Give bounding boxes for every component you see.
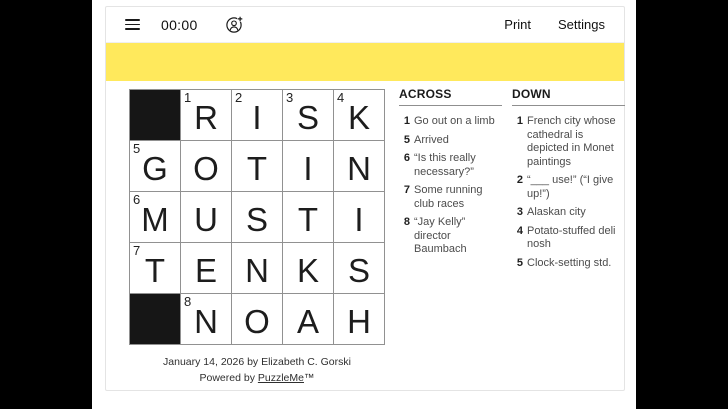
clue-text: Clock-setting std. xyxy=(527,256,612,269)
clue-number: 4 xyxy=(516,224,523,237)
menu-icon-bar xyxy=(125,28,140,30)
across-clue-item[interactable] xyxy=(399,115,502,129)
grid-cell[interactable] xyxy=(181,90,231,140)
grid-cell[interactable] xyxy=(181,243,231,293)
across-clue-item[interactable] xyxy=(399,134,502,148)
clue-text: “___ use!” (“I give up!”) xyxy=(527,174,614,200)
grid-cell[interactable] xyxy=(181,294,231,344)
across-clue-item[interactable] xyxy=(399,184,502,211)
cell-letter: S xyxy=(245,201,268,238)
puzzle-byline xyxy=(129,354,385,386)
grid-cell[interactable] xyxy=(283,243,333,293)
cell-letter: T xyxy=(246,150,268,187)
grid-cell[interactable] xyxy=(130,141,180,191)
grid-cell[interactable] xyxy=(334,243,384,293)
clue-text: “Jay Kelly” director Baumbach xyxy=(414,216,467,255)
cell-letter: S xyxy=(347,252,370,289)
grid-cell[interactable] xyxy=(181,141,231,191)
cell-number: 2 xyxy=(235,90,243,105)
cell-number: 7 xyxy=(133,243,141,258)
cell-letter: N xyxy=(245,252,269,289)
powered-by xyxy=(129,370,385,386)
grid-cell[interactable] xyxy=(283,90,333,140)
across-clue-item[interactable] xyxy=(399,216,502,257)
clues-across xyxy=(399,87,502,275)
cell-number: 8 xyxy=(184,294,192,309)
grid-cell[interactable] xyxy=(130,192,180,242)
cell-letter: N xyxy=(194,303,218,340)
clue-number: 1 xyxy=(403,115,410,127)
cell-letter: R xyxy=(194,99,218,136)
grid-cell[interactable] xyxy=(181,192,231,242)
cell-letter: M xyxy=(141,201,169,238)
clue-text: French city whose cathedral is depicted in Monet paintings xyxy=(527,115,616,168)
cell-letter: E xyxy=(194,252,217,289)
clue-number: 6 xyxy=(403,152,410,164)
down-clue-item[interactable] xyxy=(512,225,625,252)
across-clue-list xyxy=(399,115,502,257)
cell-letter: S xyxy=(296,99,319,136)
grid-cell[interactable] xyxy=(283,294,333,344)
across-header: ACROSS xyxy=(399,87,502,106)
cell-letter: I xyxy=(303,150,313,187)
grid-cell[interactable] xyxy=(334,294,384,344)
cell-letter: A xyxy=(296,303,319,340)
clue-text: Some running club races xyxy=(414,184,483,210)
grid-area xyxy=(129,89,385,386)
grid-cell[interactable] xyxy=(283,141,333,191)
clue-number: 5 xyxy=(403,133,410,146)
settings-button[interactable]: Settings xyxy=(558,17,605,32)
timer-display: 00:00 xyxy=(161,16,198,33)
down-header: DOWN xyxy=(512,87,625,106)
cell-letter: K xyxy=(347,99,370,136)
cell-letter: O xyxy=(244,303,270,340)
cell-letter: I xyxy=(252,99,262,136)
cell-letter: I xyxy=(354,201,364,238)
cell-letter: H xyxy=(347,303,371,340)
clue-text: Arrived xyxy=(414,133,449,146)
down-clue-item[interactable] xyxy=(512,257,625,271)
menu-icon[interactable] xyxy=(125,19,140,30)
down-clue-list xyxy=(512,115,625,270)
grid-cell-block xyxy=(130,294,180,344)
clue-number: 7 xyxy=(403,184,410,196)
cell-letter: O xyxy=(193,150,219,187)
across-clue-item[interactable] xyxy=(399,152,502,179)
cell-letter: K xyxy=(296,252,319,289)
clue-number: 5 xyxy=(516,256,523,269)
grid-cell[interactable] xyxy=(334,192,384,242)
clue-number: 8 xyxy=(403,216,410,228)
clue-text: Potato-stuffed deli nosh xyxy=(527,224,616,250)
puzzleme-link[interactable]: PuzzleMe xyxy=(257,372,304,384)
grid-cell[interactable] xyxy=(232,294,282,344)
crossword-grid xyxy=(129,89,385,345)
grid-cell[interactable] xyxy=(232,90,282,140)
cell-letter: T xyxy=(144,252,166,289)
clue-text: Go out on a limb xyxy=(414,115,495,127)
grid-cell-block xyxy=(130,90,180,140)
cell-letter: N xyxy=(347,150,371,187)
clue-number: 1 xyxy=(516,115,523,127)
grid-cell[interactable] xyxy=(232,141,282,191)
toolbar xyxy=(106,7,624,43)
grid-cell[interactable] xyxy=(334,141,384,191)
menu-icon-bar xyxy=(125,19,140,21)
puzzle-widget xyxy=(105,6,625,391)
clue-text: “Is this really necessary?” xyxy=(414,152,476,178)
grid-cell[interactable] xyxy=(334,90,384,140)
grid-cell[interactable] xyxy=(130,243,180,293)
clues-down xyxy=(512,87,625,275)
print-button[interactable]: Print xyxy=(504,17,532,32)
cell-letter: G xyxy=(142,150,168,187)
cell-letter: T xyxy=(297,201,319,238)
menu-icon-bar xyxy=(125,24,140,26)
grid-cell[interactable] xyxy=(283,192,333,242)
down-clue-item[interactable] xyxy=(512,115,625,169)
clues-panel xyxy=(399,87,625,275)
down-clue-item[interactable] xyxy=(512,206,625,220)
cell-number: 4 xyxy=(337,90,345,105)
clue-text: Alaskan city xyxy=(527,206,586,218)
invite-player-icon[interactable] xyxy=(225,15,244,34)
powered-prefix: Powered by xyxy=(199,372,258,384)
grid-cell[interactable] xyxy=(232,192,282,242)
puzzle-content xyxy=(106,81,624,389)
cell-number: 3 xyxy=(286,90,294,105)
ad-banner xyxy=(106,43,624,81)
down-clue-item[interactable] xyxy=(512,174,625,201)
clue-number: 3 xyxy=(516,206,523,218)
cell-number: 1 xyxy=(184,90,192,105)
cell-number: 6 xyxy=(133,192,141,207)
powered-suffix: ™ xyxy=(303,372,315,384)
grid-cell[interactable] xyxy=(232,243,282,293)
clue-number: 2 xyxy=(516,174,523,186)
cell-number: 5 xyxy=(133,141,141,156)
byline-text: January 14, 2026 by Elizabeth C. Gorski xyxy=(163,356,351,368)
cell-letter: U xyxy=(194,201,218,238)
puzzle-page xyxy=(92,0,636,409)
